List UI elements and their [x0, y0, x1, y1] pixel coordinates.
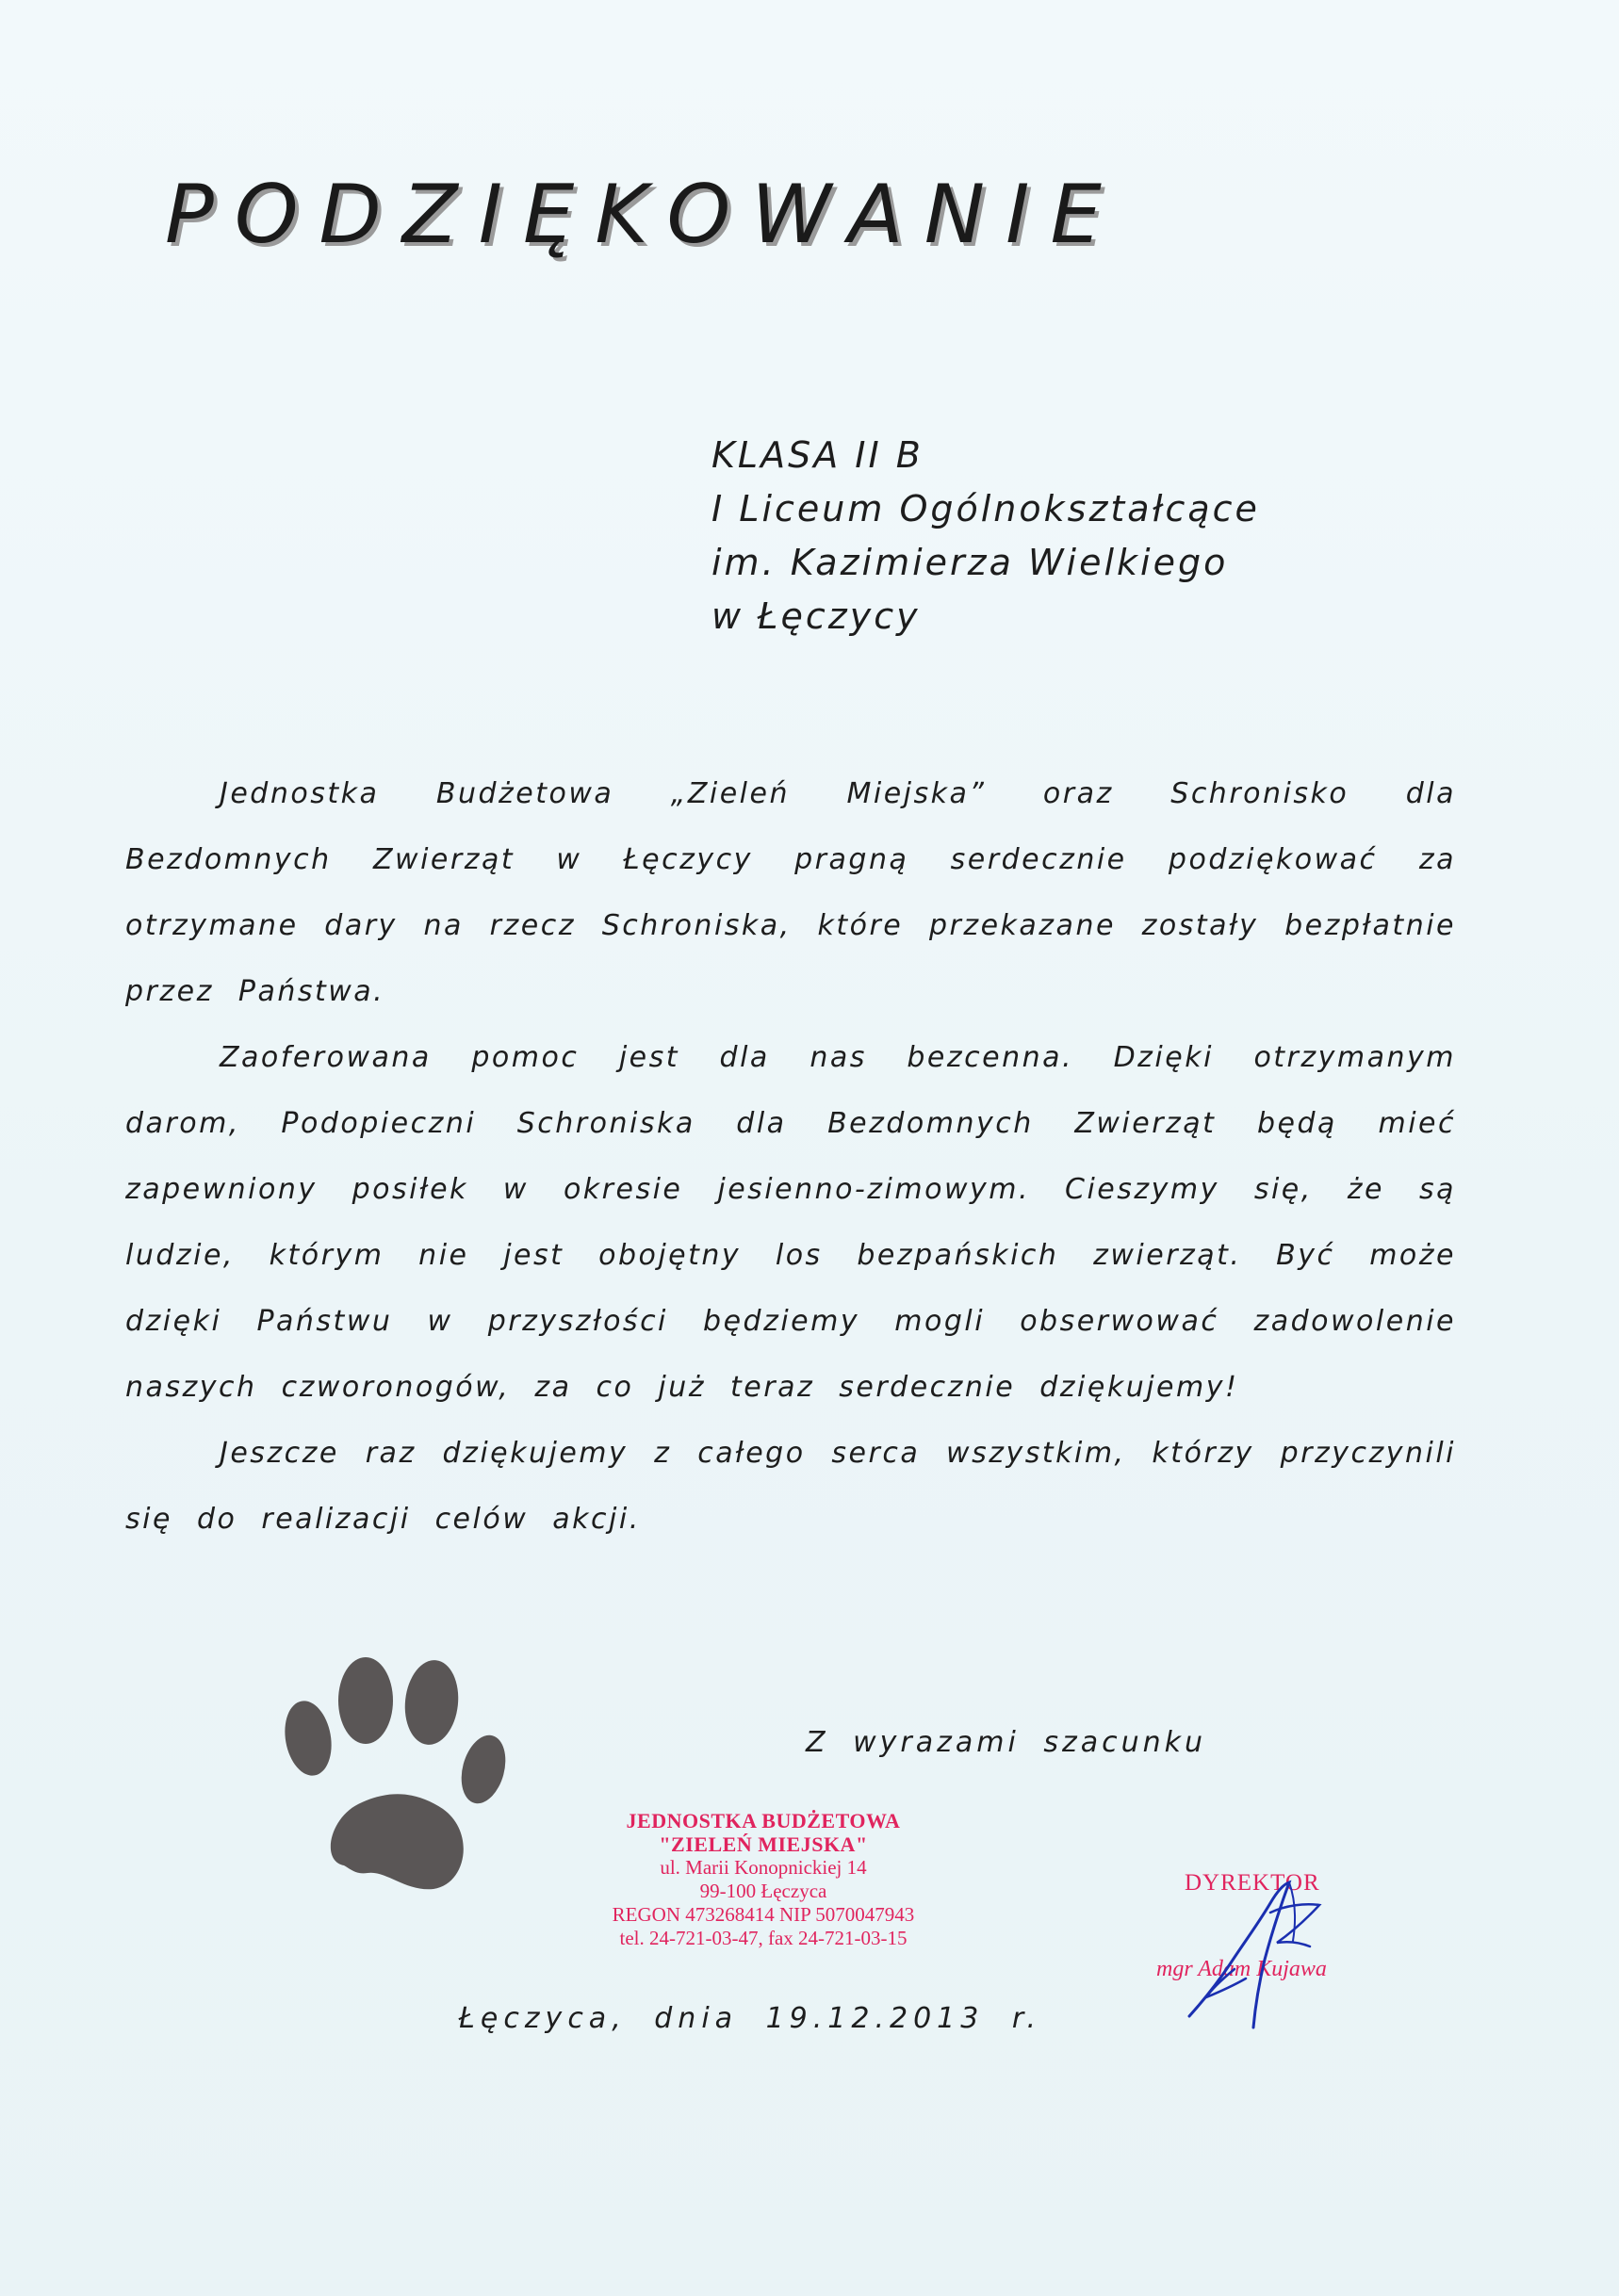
paragraph-thanks: Jednostka Budżetowa „Zieleń Miejska” oraz Schronisko dla Bezdomnych Zwierząt w Łęczycy pragną serdecznie podziękować za otrzymane dary na rzecz Schroniska, które przekazane zostały bezpłatnie przez Państwa. [125, 777, 1456, 1008]
document-title: PODZIĘKOWANIE [165, 168, 1122, 262]
stamp-title-line2: "ZIELEŃ MIEJSKA" [659, 1832, 868, 1856]
handwritten-signature [1178, 1875, 1329, 2035]
stamp-title-line1: JEDNOSTKA BUDŻETOWA [626, 1809, 901, 1832]
letter-body [125, 761, 1456, 1553]
director-name: mgr Adam Kujawa [1156, 1957, 1327, 1981]
paragraph-help: Zaoferowana pomoc jest dla nas bezcenna. Dzięki otrzymanym darom, Podopieczni Schroniska dla Bezdomnych Zwierząt będą mieć zapewniony posiłek w okresie jesienno-zimowym. Cieszymy się, że są ludzie, którym nie jest obojętny los bezpańskich zwierząt. Być może dzięki Państwu w przyszłości będziemy mogli obserwować zadowolenie naszych czworonogów, za co już teraz serdecznie dziękujemy! [125, 1041, 1456, 1404]
closing-phrase: Z wyrazami szacunku [806, 1726, 1206, 1759]
recipient-school: I Liceum Ogólnokształcące [711, 488, 1260, 529]
recipient-class: KLASA II B [711, 434, 924, 476]
stamp-street: ul. Marii Konopnickiej 14 [660, 1856, 867, 1879]
director-signature-block [1145, 1870, 1399, 2030]
stamp-ids: REGON 473268414 NIP 5070047943 [612, 1903, 915, 1926]
director-title: DYREKTOR [1185, 1870, 1320, 1896]
stamp-phone: tel. 24-721-03-47, fax 24-721-03-15 [619, 1927, 908, 1949]
recipient-city: w Łęczycy [711, 595, 921, 637]
place-and-date: Łęczyca, dnia 19.12.2013 r. [459, 2002, 1041, 2035]
institution-stamp [528, 1809, 999, 1950]
paw-print-icon [273, 1649, 509, 1903]
recipient-block [711, 429, 1428, 643]
stamp-postal: 99-100 Łęczyca [699, 1880, 827, 1902]
paragraph-closing-thanks: Jeszcze raz dziękujemy z całego serca wszystkim, którzy przyczynili się do realizacji celów akcji. [125, 1437, 1456, 1536]
recipient-patron: im. Kazimierza Wielkiego [711, 542, 1229, 583]
